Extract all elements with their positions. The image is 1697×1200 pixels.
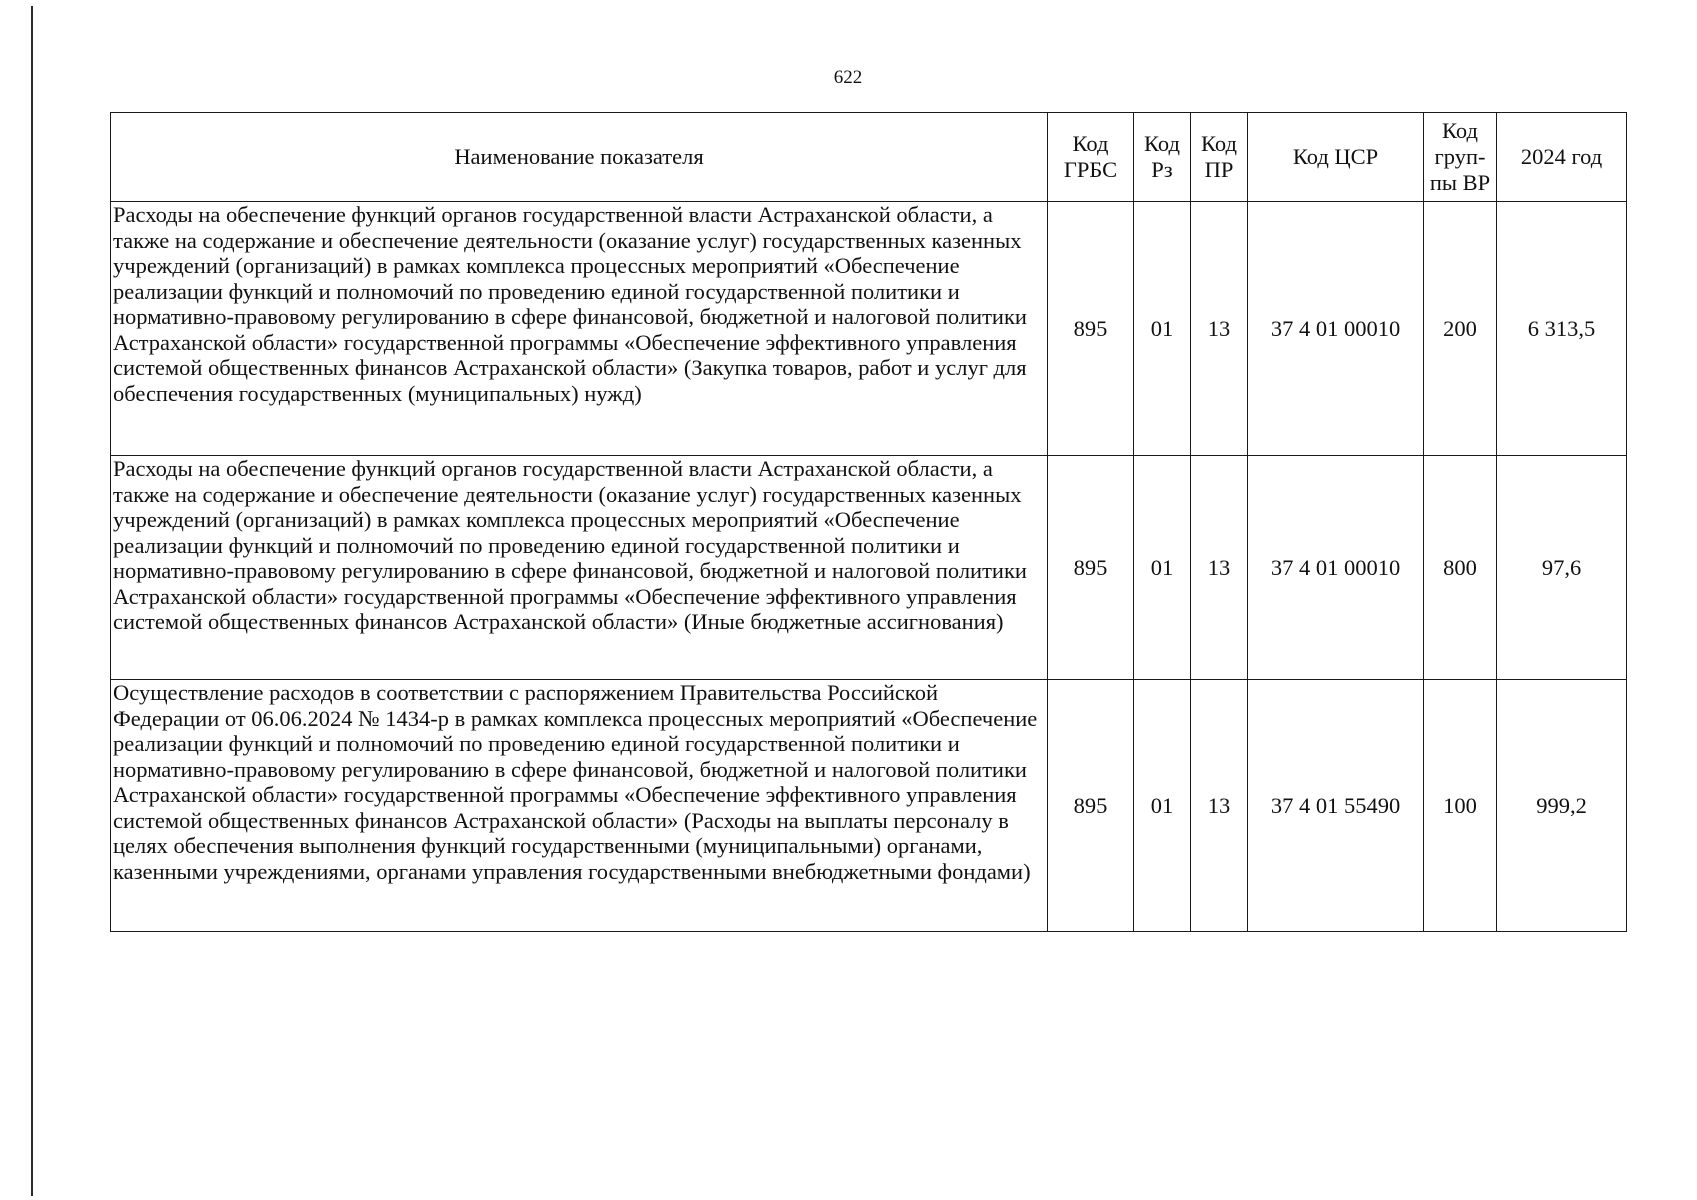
- row-name: Расходы на обеспечение функций органов государственной власти Астраханской области, а также на содержание и обеспечение деятельности (оказание услуг) государственных казенных учреждений (организаций) в рамках комплекса процессных мероприятий «Обеспечение реализации функций и полномочий по проведению единой государственной политики и нормативно-правовому регулированию в сфере финансовой, бюджетной и налоговой политики Астраханской области» государственной программы «Обеспечение эффективного управления системой общественных финансов Астраханской области» (Иные бюджетные ассигнования): [111, 456, 1048, 680]
- row-csr: 37 4 01 00010: [1248, 202, 1424, 456]
- header-grbs-line-1: Код: [1072, 131, 1109, 156]
- header-rz: [1134, 113, 1191, 202]
- row-grbs: 895: [1048, 680, 1134, 932]
- header-pr: [1191, 113, 1248, 202]
- row-pr: 13: [1191, 456, 1248, 680]
- header-csr: Код ЦСР: [1248, 113, 1424, 202]
- header-grbs: [1048, 113, 1134, 202]
- row-vr: 100: [1424, 680, 1497, 932]
- header-pr-line-1: Код: [1201, 131, 1237, 156]
- header-vr-line-1: Код: [1442, 118, 1478, 143]
- header-name: Наименование показателя: [111, 113, 1048, 202]
- header-pr-line-2: ПР: [1204, 157, 1234, 182]
- row-vr: 200: [1424, 202, 1497, 456]
- budget-table: [110, 112, 1627, 932]
- table-row: [111, 680, 1627, 932]
- header-vr: [1424, 113, 1497, 202]
- row-rz: 01: [1134, 456, 1191, 680]
- header-vr-line-3: пы ВР: [1429, 170, 1491, 195]
- header-year: 2024 год: [1497, 113, 1627, 202]
- row-amount: 6 313,5: [1497, 202, 1627, 456]
- scan-edge-line: [31, 6, 33, 1196]
- row-name: Осуществление расходов в соответствии с распоряжением Правительства Российской Федерации от 06.06.2024 № 1434-р в рамках комплекса процессных мероприятий «Обеспечение реализации функций и полномочий по проведению единой государственной политики и нормативно-правовому регулированию в сфере финансовой, бюджетной и налоговой политики Астраханской области» государственной программы «Обеспечение эффективного управления системой общественных финансов Астраханской области» (Расходы на выплаты персоналу в целях обеспечения выполнения функций государственными (муниципальными) органами, казенными учреждениями, органами управления государственными внебюджетными фондами): [111, 680, 1048, 932]
- header-grbs-line-2: ГРБС: [1063, 157, 1118, 182]
- row-pr: 13: [1191, 680, 1248, 932]
- table-body: [111, 202, 1627, 932]
- row-amount: 999,2: [1497, 680, 1627, 932]
- row-vr: 800: [1424, 456, 1497, 680]
- table-row: [111, 202, 1627, 456]
- table-header: [111, 113, 1627, 202]
- row-grbs: 895: [1048, 456, 1134, 680]
- row-amount: 97,6: [1497, 456, 1627, 680]
- header-rz-line-2: Рз: [1151, 157, 1173, 182]
- row-grbs: 895: [1048, 202, 1134, 456]
- row-pr: 13: [1191, 202, 1248, 456]
- row-csr: 37 4 01 55490: [1248, 680, 1424, 932]
- header-rz-line-1: Код: [1144, 131, 1180, 156]
- header-row: [111, 113, 1627, 202]
- page-number: 622: [833, 67, 863, 88]
- row-name: Расходы на обеспечение функций органов государственной власти Астраханской области, а также на содержание и обеспечение деятельности (оказание услуг) государственных казенных учреждений (организаций) в рамках комплекса процессных мероприятий «Обеспечение реализации функций и полномочий по проведению единой государственной политики и нормативно-правовому регулированию в сфере финансовой, бюджетной и налоговой политики Астраханской области» государственной программы «Обеспечение эффективного управления системой общественных финансов Астраханской области» (Закупка товаров, работ и услуг для обеспечения государственных (муниципальных) нужд): [111, 202, 1048, 456]
- row-rz: 01: [1134, 202, 1191, 456]
- row-rz: 01: [1134, 680, 1191, 932]
- row-csr: 37 4 01 00010: [1248, 456, 1424, 680]
- table-row: [111, 456, 1627, 680]
- header-vr-line-2: груп-: [1434, 144, 1486, 169]
